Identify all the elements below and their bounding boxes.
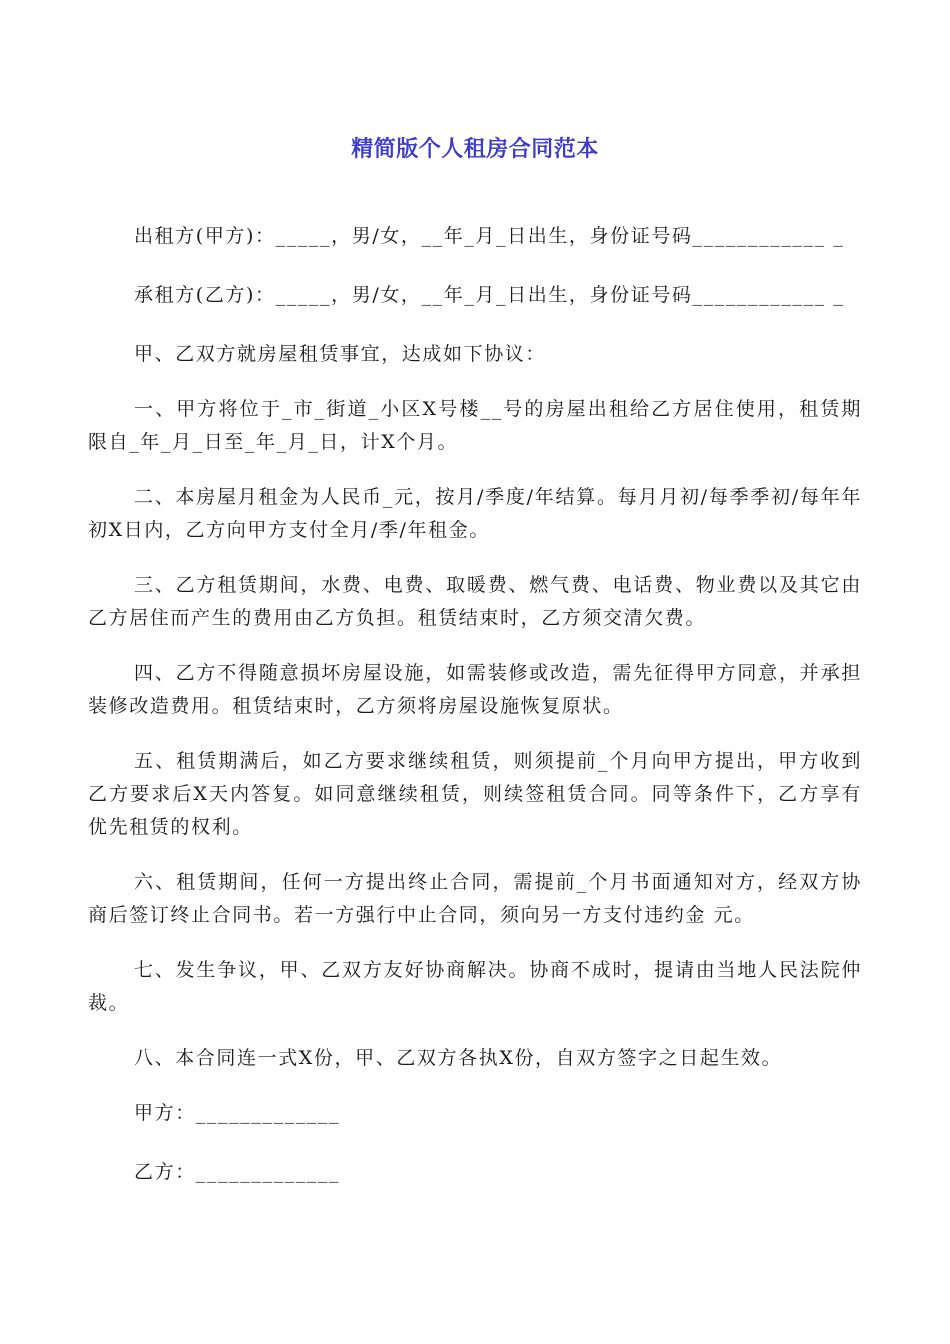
signature-party-b: 乙方：_____________ xyxy=(134,1161,341,1183)
clause-lessor: 出租方(甲方)：_____，男/女，__年_月_日出生，身份证号码____________ _ xyxy=(134,225,845,247)
clause-4: 四、乙方不得随意损坏房屋设施，如需装修或改造，需先征得甲方同意，并承担装修改造费用。租赁结束时，乙方须将房屋设施恢复原状。 xyxy=(88,662,862,717)
clause-lessee: 承租方(乙方)：_____，男/女，__年_月_日出生，身份证号码____________ _ xyxy=(134,284,845,306)
clause-6: 六、租赁期间，任何一方提出终止合同，需提前_个月书面通知对方，经双方协商后签订终止合同书。若一方强行中止合同，须向另一方支付违约金 元。 xyxy=(88,871,862,926)
clause-1: 一、甲方将位于_市_街道_小区X号楼__号的房屋出租给乙方居住使用，租赁期限自_年_月_日至_年_月_日，计X个月。 xyxy=(88,398,862,453)
document-title: 精简版个人租房合同范本 xyxy=(351,137,599,162)
clause-7: 七、发生争议，甲、乙双方友好协商解决。协商不成时，提请由当地人民法院仲裁。 xyxy=(88,959,862,1014)
clause-8: 八、本合同连一式X份，甲、乙双方各执X份，自双方签字之日起生效。 xyxy=(134,1047,783,1069)
clause-2: 二、本房屋月租金为人民币_元，按月/季度/年结算。每月月初/每季季初/每年年初X日内，乙方向甲方支付全月/季/年租金。 xyxy=(88,486,862,541)
signature-party-a: 甲方：_____________ xyxy=(134,1102,341,1124)
clause-intro: 甲、乙双方就房屋租赁事宜，达成如下协议： xyxy=(134,343,547,365)
clause-5: 五、租赁期满后，如乙方要求继续租赁，则须提前_个月向甲方提出，甲方收到乙方要求后X天内答复。如同意继续租赁，则续签租赁合同。同等条件下，乙方享有优先租赁的权利。 xyxy=(88,750,862,838)
clause-3: 三、乙方租赁期间，水费、电费、取暖费、燃气费、电话费、物业费以及其它由乙方居住而产生的费用由乙方负担。租赁结束时，乙方须交清欠费。 xyxy=(88,574,862,629)
